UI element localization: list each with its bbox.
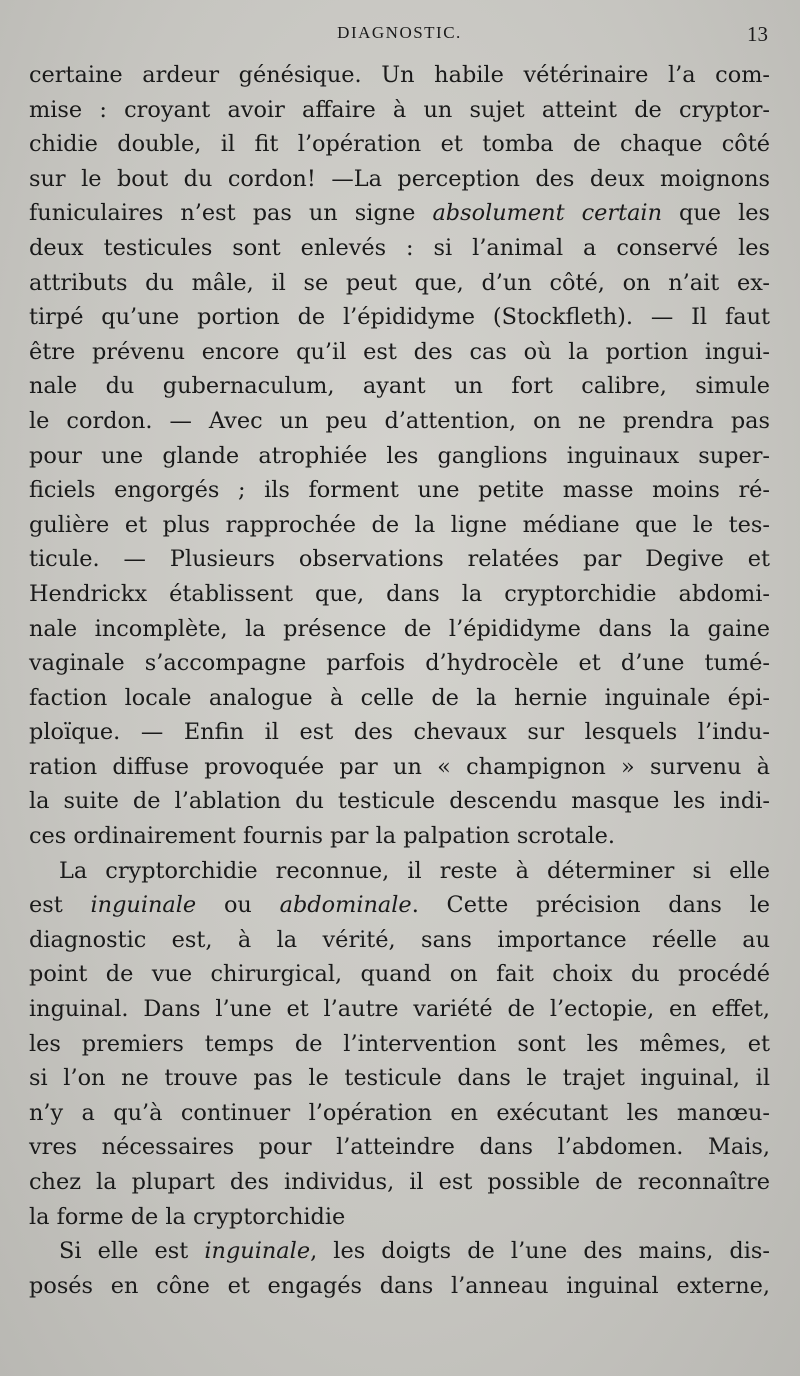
- text-line: [29, 404, 770, 439]
- text-segment: Si elle est: [59, 1238, 205, 1265]
- text-line: [29, 1234, 770, 1269]
- text-line: [29, 1269, 770, 1304]
- text-segment: le cordon. — Avec un peu d’attention, on ne prendra pas: [29, 407, 770, 434]
- italic-term: abdominale: [279, 892, 412, 919]
- text-segment: chidie double, il fit l’opération et tomba de chaque côté: [29, 131, 770, 158]
- text-line: [29, 127, 770, 162]
- text-segment: pour une glande atrophiée les ganglions inguinaux super-: [29, 442, 770, 469]
- text-line: [29, 335, 770, 370]
- text-segment: attributs du mâle, il se peut que, d’un côté, on n’ait ex-: [29, 269, 770, 296]
- text-segment: que les: [662, 200, 770, 227]
- text-segment: vres nécessaires pour l’atteindre dans l’abdomen. Mais,: [29, 1134, 770, 1161]
- text-segment: ficiels engorgés ; ils forment une petite masse moins ré-: [29, 477, 770, 504]
- text-line: [29, 784, 770, 819]
- text-line: [29, 888, 770, 923]
- running-title: DIAGNOSTIC.: [337, 23, 462, 42]
- text-line: [29, 1027, 770, 1062]
- italic-term: inguinale: [90, 892, 197, 919]
- text-segment: ou: [196, 892, 280, 919]
- text-segment: nale incomplète, la présence de l’épididyme dans la gaine: [29, 615, 770, 642]
- text-segment: deux testicules sont enlevés : si l’animal a conservé les: [29, 234, 770, 261]
- text-segment: la forme de la cryptorchidie: [29, 1203, 346, 1230]
- text-line: [29, 508, 770, 543]
- text-segment: nale du gubernaculum, ayant un fort calibre, simule: [29, 373, 770, 400]
- text-segment: n’y a qu’à continuer l’opération en exécutant les manœu-: [29, 1099, 770, 1126]
- text-segment: ces ordinairement fournis par la palpation scrotale.: [29, 823, 615, 850]
- text-line: [29, 715, 770, 750]
- text-line: [29, 1096, 770, 1131]
- text-segment: , les doigts de l’une des mains, dis-: [310, 1238, 770, 1265]
- italic-term: absolument certain: [432, 200, 663, 227]
- text-line: [29, 231, 770, 266]
- text-segment: ration diffuse provoquée par un « champignon » survenu à: [29, 753, 770, 780]
- text-line: [29, 750, 770, 785]
- text-line: [29, 819, 770, 854]
- text-segment: Hendrickx établissent que, dans la cryptorchidie abdomi-: [29, 580, 770, 607]
- text-line: [29, 196, 770, 231]
- text-segment: funiculaires n’est pas un signe: [29, 200, 433, 227]
- text-line: [29, 58, 770, 93]
- text-segment: les premiers temps de l’intervention sont les mêmes, et: [29, 1030, 770, 1057]
- text-line: [29, 93, 770, 128]
- text-segment: La cryptorchidie reconnue, il reste à déterminer si elle: [59, 857, 770, 884]
- italic-term: inguinale: [204, 1238, 311, 1265]
- text-segment: être prévenu encore qu’il est des cas où la portion ingui-: [29, 338, 770, 365]
- text-line: [29, 1200, 770, 1235]
- text-line: [29, 162, 770, 197]
- text-segment: gulière et plus rapprochée de la ligne médiane que le tes-: [29, 511, 770, 538]
- text-segment: la suite de l’ablation du testicule descendu masque les indi-: [29, 788, 770, 815]
- text-segment: . Cette précision dans le: [411, 892, 771, 919]
- text-line: [29, 266, 770, 301]
- text-segment: mise : croyant avoir affaire à un sujet atteint de cryptor-: [29, 96, 770, 123]
- text-segment: inguinal. Dans l’une et l’autre variété de l’ectopie, en effet,: [29, 996, 770, 1023]
- text-line: [29, 854, 770, 889]
- text-line: [29, 473, 770, 508]
- text-segment: est: [29, 892, 91, 919]
- text-line: [29, 1165, 770, 1200]
- running-head: [29, 20, 770, 58]
- text-line: [29, 1061, 770, 1096]
- text-segment: certaine ardeur génésique. Un habile vétérinaire l’a com-: [29, 62, 770, 88]
- text-segment: ticule. — Plusieurs observations relatées par Degive et: [29, 546, 770, 573]
- body-text: [29, 58, 770, 1303]
- text-segment: tirpé qu’une portion de l’épididyme (Stockfleth). — Il faut: [29, 304, 770, 331]
- page-number: 13: [747, 22, 768, 46]
- text-line: [29, 542, 770, 577]
- text-line: [29, 923, 770, 958]
- text-line: [29, 577, 770, 612]
- text-segment: vaginale s’accompagne parfois d’hydrocèle et d’une tumé-: [29, 650, 770, 677]
- text-segment: chez la plupart des individus, il est possible de reconnaître: [29, 1169, 770, 1195]
- text-line: [29, 439, 770, 474]
- text-segment: posés en cône et engagés dans l’anneau inguinal externe,: [29, 1272, 770, 1299]
- text-line: [29, 612, 770, 647]
- text-line: [29, 300, 770, 335]
- text-line: [29, 646, 770, 681]
- text-segment: si l’on ne trouve pas le testicule dans le trajet inguinal, il: [29, 1065, 770, 1092]
- text-line: [29, 957, 770, 992]
- text-line: [29, 1130, 770, 1165]
- text-segment: diagnostic est, à la vérité, sans importance réelle au: [29, 926, 770, 953]
- text-segment: sur le bout du cordon! —La perception des deux moignons: [29, 165, 770, 192]
- text-segment: ploïque. — Enfin il est des chevaux sur lesquels l’indu-: [29, 719, 770, 746]
- text-line: [29, 369, 770, 404]
- text-line: [29, 681, 770, 716]
- text-line: [29, 992, 770, 1027]
- text-segment: point de vue chirurgical, quand on fait choix du procédé: [29, 961, 770, 988]
- text-segment: faction locale analogue à celle de la hernie inguinale épi-: [29, 684, 770, 711]
